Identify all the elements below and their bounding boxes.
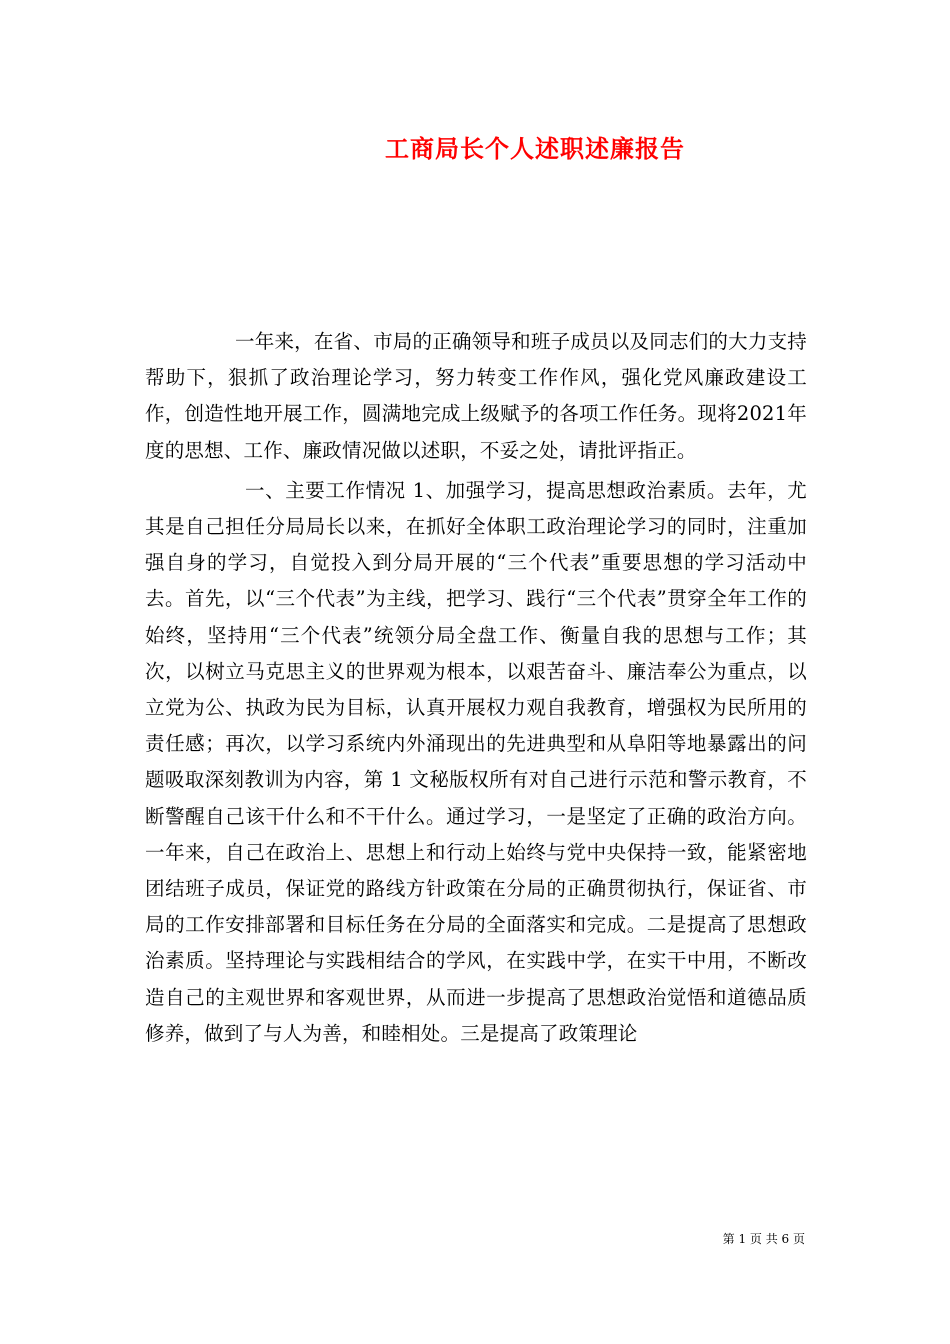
paragraph-work-summary: 一、主要工作情况 1、加强学习，提高思想政治素质。去年，尤其是自己担任分局局长以来，在抓好全体职工政治理论学习的同时，注重加强自身的学习，自觉投入到分局开展的“三个代表”重要思想的学习活动中去。首先，以“三个代表”为主线，把学习、践行“三个代表”贯穿全年工作的始终，坚持用“三个代表”统领分局全盘工作、衡量自我的思想与工作；其次，以树立马克思主义的世界观为根本，以艰苦奋斗、廉洁奉公为重点，以立党为公、执政为民为目标，认真开展权力观自我教育，增强权为民所用的责任感；再次，以学习系统内外涌现出的先进典型和从阜阳等地暴露出的问题吸取深刻教训为内容，第 1 文秘版权所有对自己进行示范和警示教育，不断警醒自己该干什么和不干什么。通过学习，一是坚定了正确的政治方向。一年来，自己在政治上、思想上和行动上始终与党中央保持一致，能紧密地团结班子成员，保证党的路线方针政策在分局的正确贯彻执行，保证省、市局的工作安排部署和目标任务在分局的全面落实和完成。二是提高了思想政治素质。坚持理论与实践相结合的学风，在实践中学，在实干中用，不断改造自己的主观世界和客观世界，从而进一步提高了思想政治觉悟和道德品质修养，做到了与人为善，和睦相处。三是提高了政策理论 [145, 478, 807, 1045]
document-body [145, 324, 807, 1052]
document-title: 工商局长个人述职述廉报告 [385, 134, 685, 163]
page-number: 第 1 页 共 6 页 [722, 1232, 805, 1246]
paragraph-intro: 一年来，在省、市局的正确领导和班子成员以及同志们的大力支持帮助下，狠抓了政治理论学习，努力转变工作作风，强化党风廉政建设工作，创造性地开展工作，圆满地完成上级赋予的各项工作任务。现将2021年度的思想、工作、廉政情况做以述职，不妥之处，请批评指正。 [145, 330, 807, 462]
